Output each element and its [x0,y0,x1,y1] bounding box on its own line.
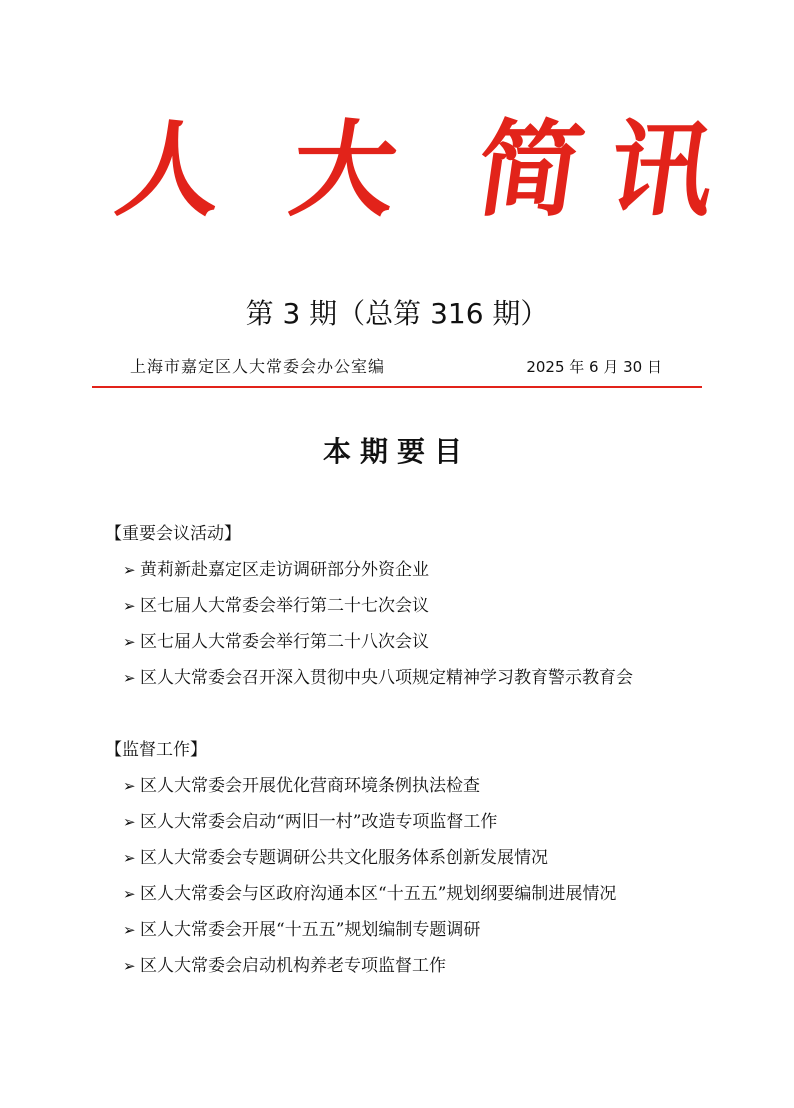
arrow-bullet-icon: ➢ [123,849,136,867]
arrow-bullet-icon: ➢ [123,885,136,903]
arrow-bullet-icon: ➢ [123,561,136,579]
toc-item[interactable] [123,912,745,948]
toc-list [105,768,745,984]
toc-item-label: 区人大常委会召开深入贯彻中央八项规定精神学习教育警示教育会 [140,668,633,688]
masthead-char: 简 [469,108,591,231]
section-heading: 【重要会议活动】 [105,524,241,544]
toc-item[interactable] [123,948,745,984]
arrow-bullet-icon: ➢ [123,813,136,831]
editor-info [92,352,702,382]
toc-item[interactable] [123,768,745,804]
toc-item[interactable] [123,660,745,696]
publication-date: 2025 年 6 月 30 日 [526,358,662,376]
toc-item[interactable] [123,588,745,624]
arrow-bullet-icon: ➢ [123,957,136,975]
arrow-bullet-icon: ➢ [123,669,136,687]
arrow-bullet-icon: ➢ [123,921,136,939]
section-heading: 【监督工作】 [105,740,207,760]
toc-title: 本期要目 [322,435,471,468]
toc-item-label: 区七届人大常委会举行第二十七次会议 [140,596,429,616]
arrow-bullet-icon: ➢ [123,633,136,651]
arrow-bullet-icon: ➢ [123,597,136,615]
toc-item[interactable] [123,840,745,876]
toc-item-label: 区七届人大常委会举行第二十八次会议 [140,632,429,652]
toc-item-label: 黄莉新赴嘉定区走访调研部分外资企业 [140,560,429,580]
editor-organization: 上海市嘉定区人大常委会办公室编 [130,357,386,376]
toc-item-label: 区人大常委会开展“十五五”规划编制专题调研 [140,920,481,940]
issue-number: 第 3 期（总第 316 期） [245,297,549,330]
masthead-title [0,110,794,240]
toc-item-label: 区人大常委会启动机构养老专项监督工作 [140,956,446,976]
toc-item[interactable] [123,624,745,660]
arrow-bullet-icon: ➢ [123,777,136,795]
toc-item-label: 区人大常委会开展优化营商环境条例执法检查 [140,776,480,796]
masthead-char: 讯 [601,108,723,231]
toc-item-label: 区人大常委会与区政府沟通本区“十五五”规划纲要编制进展情况 [140,884,617,904]
header-divider [92,386,702,388]
toc-item[interactable] [123,876,745,912]
masthead-char: 大 [283,108,405,231]
masthead-char: 人 [109,108,231,231]
toc-item[interactable] [123,804,745,840]
toc-item-label: 区人大常委会启动“两旧一村”改造专项监督工作 [140,812,498,832]
toc-item[interactable] [123,552,745,588]
toc-list [105,552,745,696]
toc-section-meetings [105,518,745,696]
toc-section-supervision [105,734,745,984]
toc-item-label: 区人大常委会专题调研公共文化服务体系创新发展情况 [140,848,548,868]
